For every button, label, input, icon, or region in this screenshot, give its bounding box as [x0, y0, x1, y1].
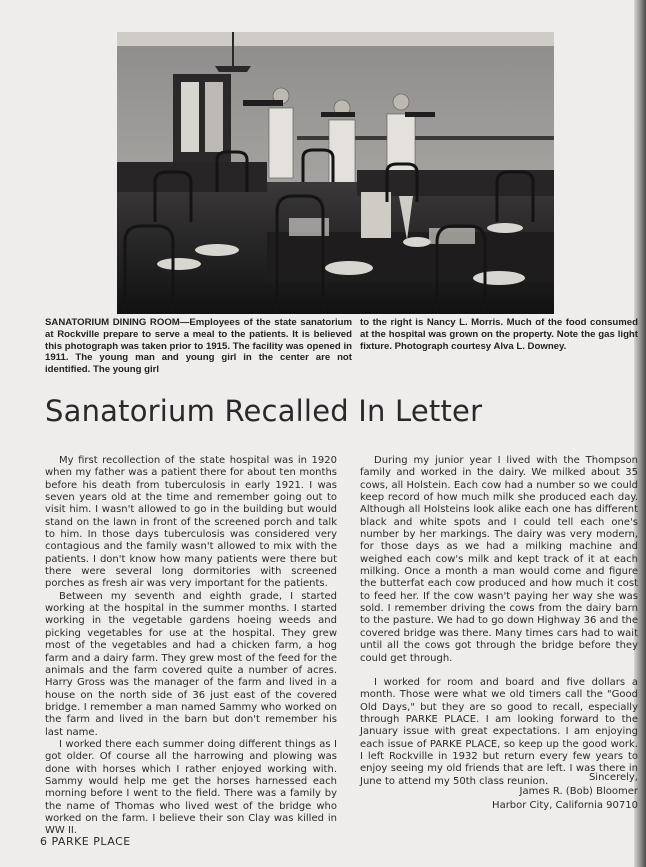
page-footer: 6 PARKE PLACE — [40, 835, 131, 848]
photo-caption-right: to the right is Nancy L. Morris. Much of the food consumed at the hospital was grown on the property. Note the gas light fixture. Photograph courtesy Alva L. Downey. — [360, 317, 638, 352]
paragraph: During my junior year I lived with the Thompson family and worked in the dairy. We milked about 35 cows, all Holstein. Each cow had a number so we could keep record of how much milk she produced each day. Although all Holsteins look alike each one has different black and white spots and I could tell each one's number by her markings. The dairy was very modern, for those days as we had a milking machine and weighed each cow's milk and kept track of it at each milking. Once a month a man would come and figure the butterfat each cow produced and how much it cost to feed her. If the cow wasn't paying her way she was sold. I remember driving the cows from the dairy barn to the pasture. We had to go down Highway 36 and the covered bridge was there. Many times cars had to wait until all the cows got through the bridge before they could get through. — [360, 455, 638, 664]
photo-caption-left — [45, 317, 352, 376]
dining-room-photo — [117, 32, 554, 314]
author-name: James R. (Bob) Bloomer — [519, 786, 638, 797]
paragraph: I worked for room and board and five dollars a month. Those were what we old timers call the "Good Old Days," but they are so good to recall, especially through PARKE PLACE. I am looking forward to the January issue with great expectations. I am enjoying each issue of PARKE PLACE, so keep up the good work. I left Rockville in 1932 but return every few years to enjoy seeing my old friends that are left. I was there in June to attend my 50th class reunion. — [360, 676, 638, 787]
paragraph: My first recollection of the state hospital was in 1920 when my father was a patient there for about ten months before his death from tuberculosis in early 1921. I was seven years old at the time and remember going out to visit him. I wasn't allowed to go in the building but would stand on the lawn in front of the screened porch and talk to him. In those days tuberculosis was considered very contagious and the family wasn't allowed to mix with the patients. I don't know how many patients were there but there were several long dormitories with screened porches as fresh air was very important for the patients. — [45, 455, 337, 590]
paragraph: I worked there each summer doing different things as I got older. Of course all the harrowing and plowing was done with horses which I rather enjoyed working with. Sammy would help me get the horses harnessed each morning before I went to the field. There was a family by the name of Thomas who lived west of the bridge who worked on the farm. I believe their son Clay was killed in WW II. — [45, 738, 337, 837]
letter-signoff — [470, 771, 638, 813]
closing: Sincerely, — [588, 772, 638, 783]
caption-left-text: —Employees of the state sanatorium at Rockville prepare to serve a meal to the patients. It is believed this photograph was taken prior to 1915. The facility was opened in 1911. The young man and young girl in the center are not identified. The young girl — [45, 317, 353, 376]
paragraph: Between my seventh and eighth grade, I started working at the hospital in the summer months. I started working in the vegetable gardens hoeing weeds and picking vegetables for use at the hospital. They grew most of the vegetables and had a chicken farm, a hog farm and a dairy farm. They grew most of the feed for the animals and the farm covered quite a number of acres. Harry Gross was the manager of the farm and lived in a house on the north side of 36 just east of the covered bridge. I remember a man named Sammy who worked on the farm and lived in the barn but don't remember his last name. — [45, 590, 337, 738]
article-headline: Sanatorium Recalled In Letter — [45, 394, 483, 428]
right-column — [360, 455, 638, 788]
left-column — [45, 455, 337, 838]
caption-lead: SANATORIUM DINING ROOM — [45, 317, 180, 328]
author-location: Harbor City, California 90710 — [492, 800, 638, 811]
